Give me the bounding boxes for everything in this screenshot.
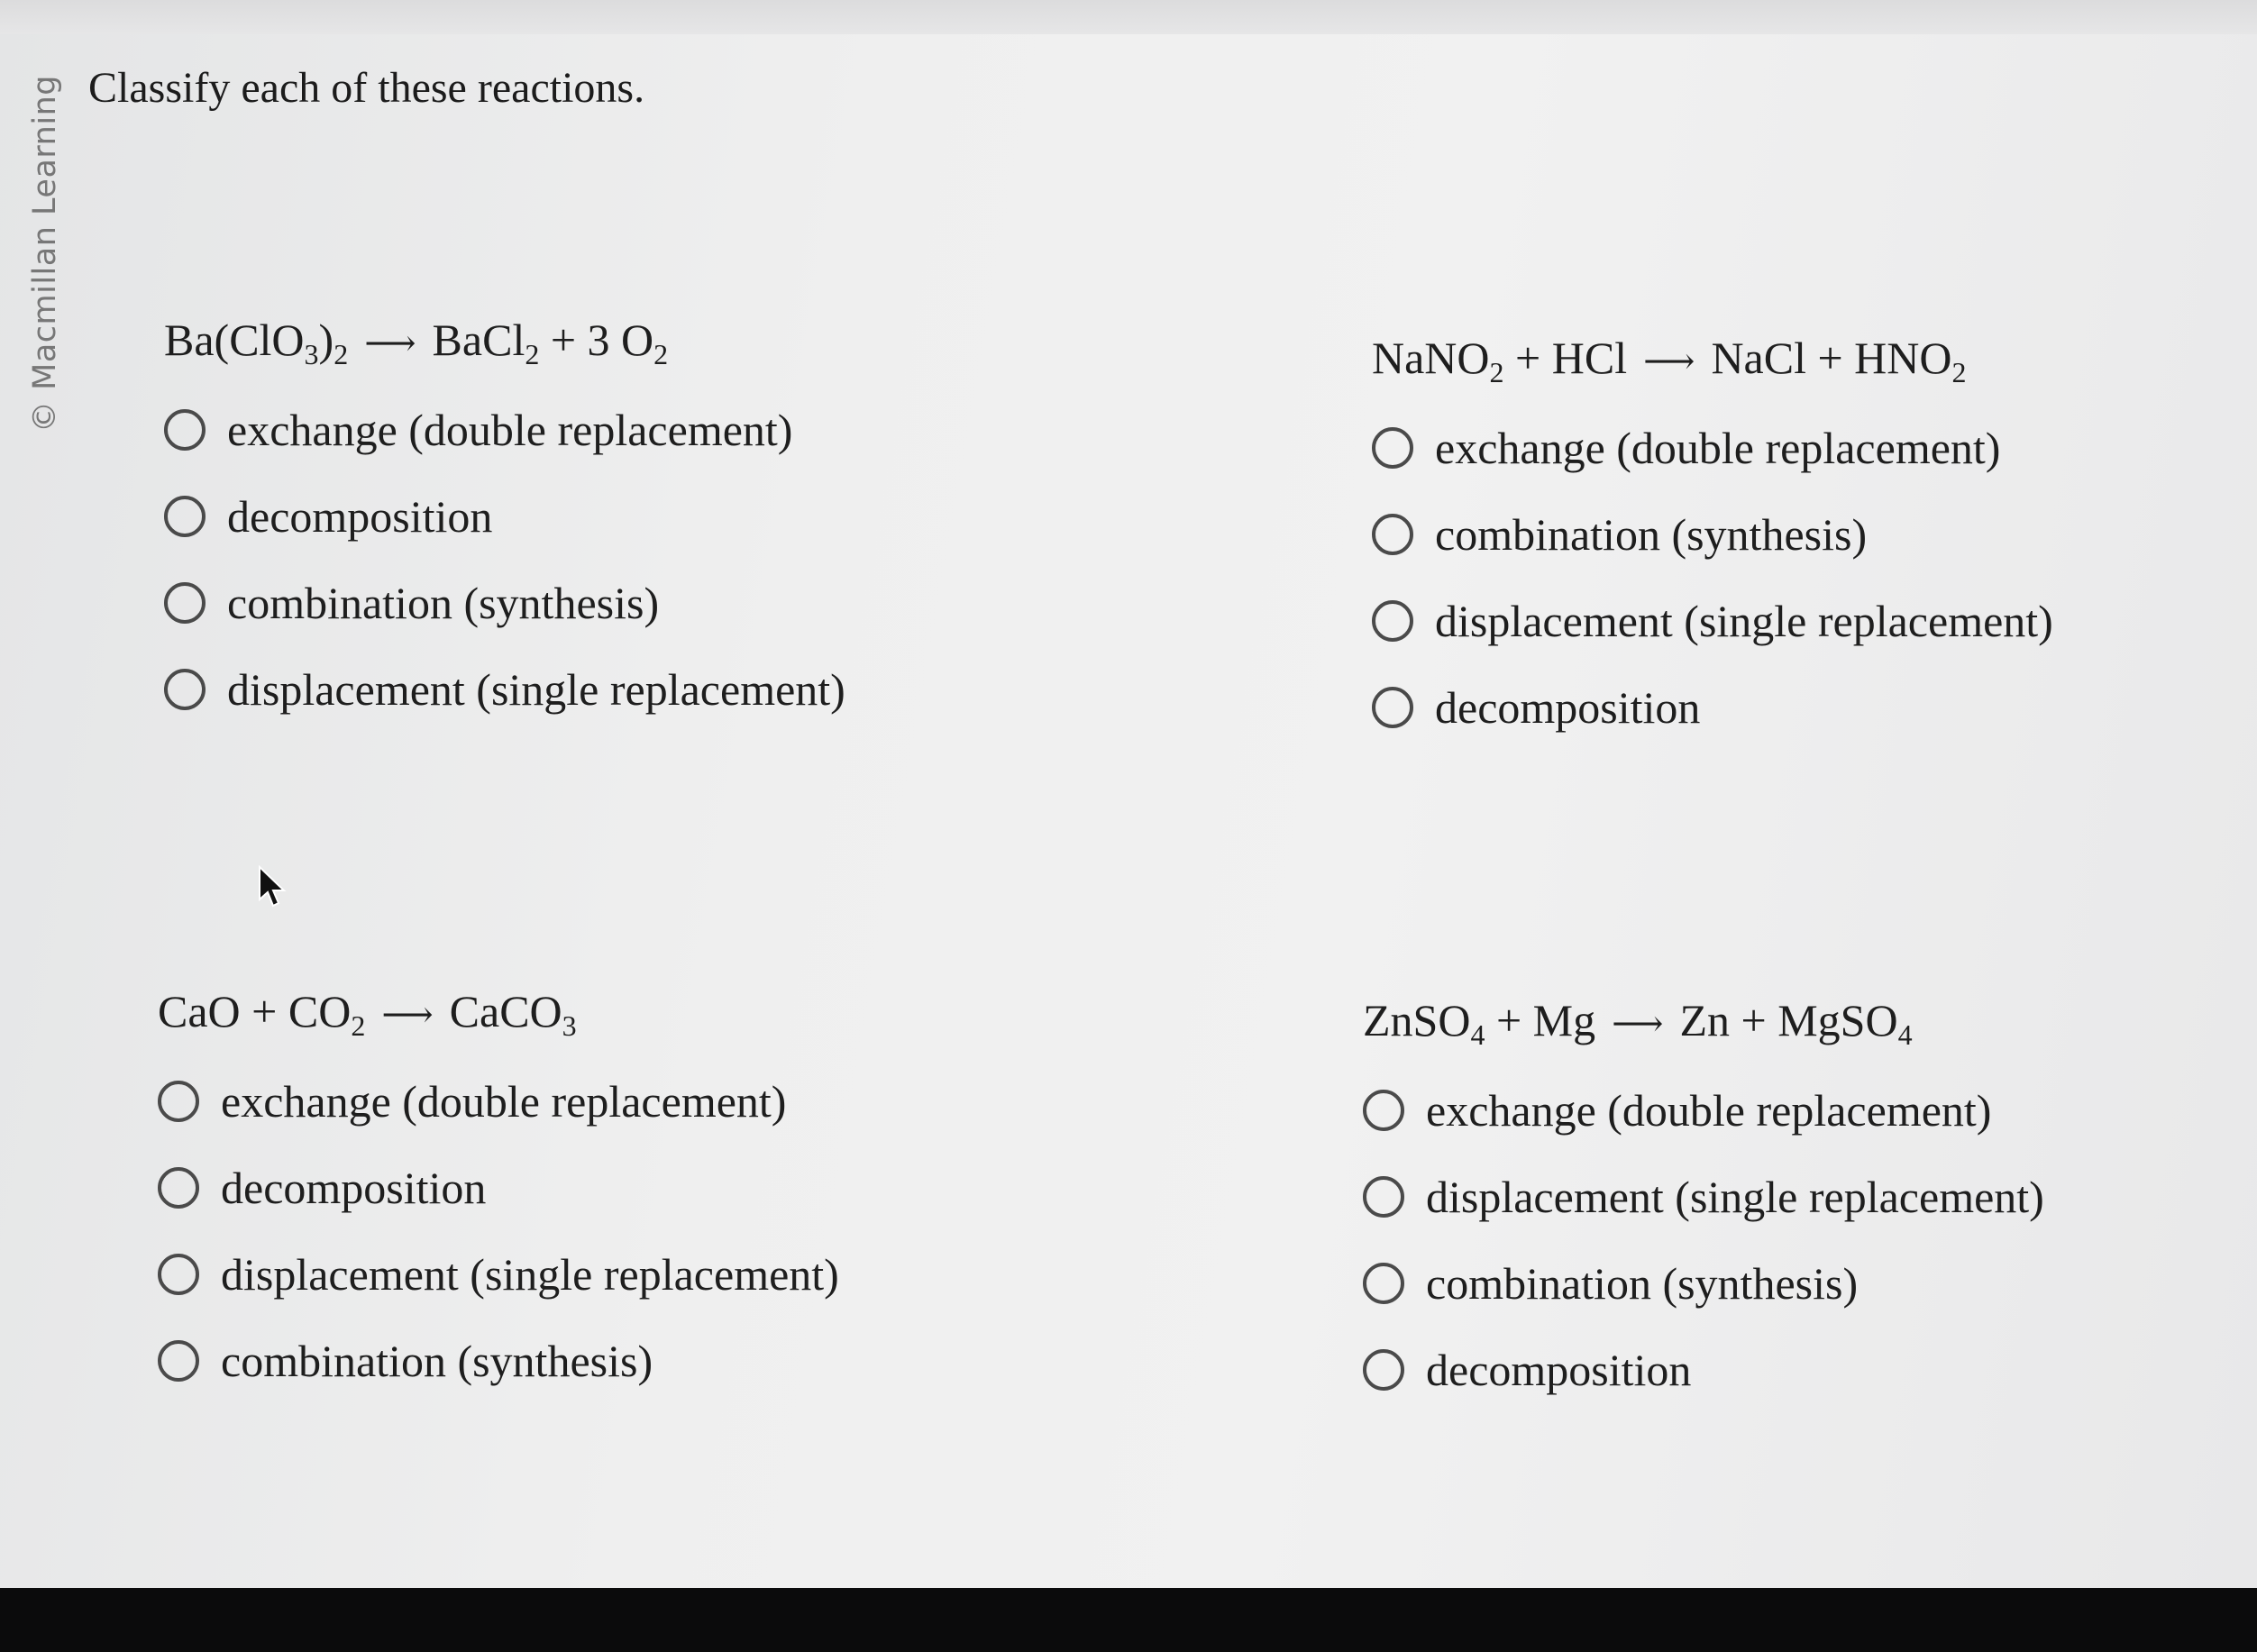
option-label: combination (synthesis) [227,578,660,628]
mouse-pointer-icon [258,865,288,908]
subscript: 4 [1897,1018,1913,1051]
subscript: 2 [653,338,669,370]
product-term: BaCl [432,315,525,365]
subscript: 2 [525,338,540,370]
option-label: combination (synthesis) [1426,1258,1859,1309]
radio-option[interactable] [1363,1240,2044,1327]
question-prompt: Classify each of these reactions. [88,64,645,112]
radio-option[interactable] [1363,1327,2044,1413]
option-label: displacement (single replacement) [227,664,845,715]
radio-button[interactable] [1363,1176,1404,1218]
radio-button[interactable] [158,1167,199,1209]
chemical-equation [164,311,845,374]
radio-button[interactable] [164,496,206,537]
reactant-term: ZnSO [1363,995,1471,1045]
radio-option[interactable] [1363,1067,2044,1154]
copyright-watermark: © Macmillan Learning [27,75,63,433]
option-label: decomposition [1435,682,1701,733]
radio-option[interactable] [164,646,845,733]
option-label: decomposition [221,1163,487,1213]
radio-option[interactable] [158,1058,839,1145]
product-term: Zn + MgSO [1679,995,1898,1045]
radio-button[interactable] [1372,427,1413,469]
reactant-term: + Mg [1485,995,1596,1045]
radio-option[interactable] [1372,578,2053,664]
product-term: NaCl + HNO [1711,333,1952,383]
radio-option[interactable] [1372,664,2053,751]
reaction-arrow: ⟶ [381,994,434,1035]
chemical-equation [1372,329,2053,392]
reactant-term: CaO + CO [158,986,352,1036]
reaction-arrow: ⟶ [364,323,416,363]
radio-option[interactable] [1372,405,2053,491]
subscript: 2 [334,338,349,370]
option-label: exchange (double replacement) [227,405,793,455]
option-label: displacement (single replacement) [1426,1172,2044,1222]
option-label: displacement (single replacement) [1435,596,2053,646]
radio-button[interactable] [164,409,206,451]
option-label: exchange (double replacement) [221,1076,787,1127]
radio-button[interactable] [158,1081,199,1122]
radio-button[interactable] [1372,514,1413,555]
reactant-term: ) [318,315,334,365]
subscript: 2 [1489,356,1504,388]
option-label: exchange (double replacement) [1435,423,2001,473]
radio-button[interactable] [1363,1263,1404,1304]
reaction-arrow: ⟶ [1612,1003,1664,1044]
reaction-question-4 [1363,991,2044,1413]
reaction-arrow: ⟶ [1643,341,1695,381]
option-label: combination (synthesis) [221,1336,653,1386]
radio-option[interactable] [1363,1154,2044,1240]
radio-option[interactable] [158,1145,839,1231]
radio-button[interactable] [158,1254,199,1295]
subscript: 2 [1951,356,1967,388]
radio-button[interactable] [164,582,206,624]
product-term: + 3 O [539,315,654,365]
reaction-question-2 [1372,329,2053,751]
reactant-term: Ba(ClO [164,315,305,365]
subscript: 2 [351,1009,366,1042]
radio-button[interactable] [1372,600,1413,642]
subscript: 4 [1470,1018,1485,1051]
reactant-term: + HCl [1503,333,1628,383]
product-term: CaCO [449,986,562,1036]
option-label: combination (synthesis) [1435,509,1868,560]
radio-button[interactable] [164,669,206,710]
radio-button[interactable] [1372,687,1413,728]
option-label: displacement (single replacement) [221,1249,839,1300]
option-label: decomposition [227,491,493,542]
monitor-bezel [0,1588,2257,1652]
radio-option[interactable] [158,1318,839,1404]
option-label: decomposition [1426,1345,1692,1395]
chemical-equation [1363,991,2044,1054]
radio-option[interactable] [164,387,845,473]
reaction-question-3 [158,982,839,1404]
radio-option[interactable] [164,560,845,646]
chemical-equation [158,982,839,1045]
subscript: 3 [562,1009,577,1042]
radio-button[interactable] [1363,1349,1404,1391]
reactant-term: NaNO [1372,333,1490,383]
radio-button[interactable] [1363,1090,1404,1131]
subscript: 3 [304,338,319,370]
radio-option[interactable] [158,1231,839,1318]
option-label: exchange (double replacement) [1426,1085,1992,1136]
radio-button[interactable] [158,1340,199,1382]
radio-option[interactable] [164,473,845,560]
top-strip [0,0,2257,34]
radio-option[interactable] [1372,491,2053,578]
reaction-question-1 [164,311,845,733]
